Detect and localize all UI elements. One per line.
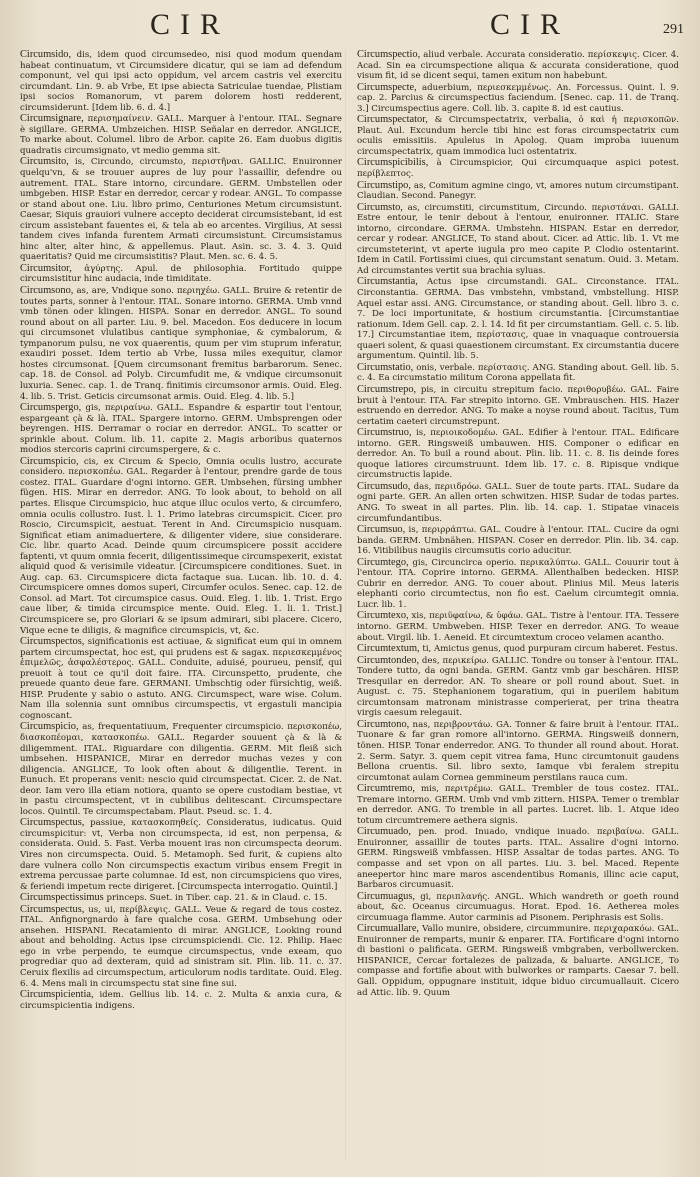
dictionary-entry (357, 158, 679, 179)
entry-text: idem. Gellius lib. 14. c. 2. Multa & anxia cura, & circumspicientia indigens. (20, 990, 342, 1011)
dictionary-entry (357, 924, 679, 998)
dictionary-entry (20, 50, 342, 113)
entry-text: gis, περιραίνω. GALL. Espandre & espartir tout l'entour, espargeant çà & là. ITAL. Spargere intorno. GERM. Umbsprengen oder beyrengen. HIS. Derramar o rociar en derredor. ANGL. To scatter or sprinkle about. Colum. lib. 11. capite 2. Magis arboribus quaternos modios stercoris caprini circumspergere, & c. (20, 403, 342, 456)
entry-text: à Circumspicior, Qui circumquaque aspici potest. περίβλεπτος. (357, 158, 679, 180)
entry-text: is, περιρράπτω. GAL. Coudre à l'entour. ITAL. Cucire da ogni banda. GERM. Umbnähen. HISPAN. Coser en derredor. Plin. lib. 34. cap. 16. Vitibilibus naugiis circumsutis corio aducitur. (357, 525, 679, 557)
dictionary-entry (20, 286, 342, 402)
entry-text: as, circumstiti, circumstitum, Circundo. περιστάναι. GALLI. Estre entour, le tenir debout à l'entour, enuironner. ITALIC. Stare intorno, circondare. GERMA. Umbstehn. HISPAN. Estar en derredor, cercar y rodear. ANGLICE, To stand about. Cicer. ad Attic. lib. 1. Vt me circumsteterint, vt aperte iugula pro meo capite P. Clodio ostentarint. Idem in Catil. Fortissimi ciues, qui circumstant senatum. Ouid. 3. Metam. Ad circumstantes vertit sua brachia syluas. (357, 202, 679, 276)
entry-text: us, ui, περίβλεψις. GALL. Veue & regard de tous costez. ITAL. Anfignorgnardo à fare qualche cosa. GERM. Umbsehung oder ansehen. HISPANI. Recatamiento di mirar. ANGLICE, Looking round about and beholding. Actus ipse circumspiciendi. Cic. 12. Philip. Haec ego in vrbe perpendo, te eumque circumspectus, vnde exeam, quo progrediar quo ad dexteram, quid ad sinistram sit. Plin. lib. 11. c. 37. Ceruix flexilis ad circumspectum, articulorum nodis tarditate. Ouid. Eleg. 6. 4. Mens mali in circumspectu stat sine fine sui. (20, 904, 342, 989)
dictionary-entry (20, 637, 342, 721)
dictionary-entry (357, 277, 679, 361)
entry-headword: Circumspectissimus (20, 892, 104, 904)
entry-headword: Circumstipo, (357, 179, 411, 191)
entry-headword: Circumuagus, (357, 890, 416, 902)
entry-text: Actus ipse circumstandi. GAL. Circonstance. ITAL. Circonstantia. GERMA. Das vmbstehn, vmbstand, vmbstellung. HISP. Aquel estar assi. ANG. Circumstance, or standing about. Gell. libro 3. c. 7. De loci importunitate, & hostium circumstantia. [Circumstantiae rationum. Idem Gell. cap. 2. l. 14. Id fit per circumstantiam. Gell. c. 5. lib. 17.] Circumstantiae item, περίστασις, quae in vnaquaque controuersia quaeri solent, & quasi quaestionem circumstant. Ex circumstantia ducere argumentum. Quintil. lib. 5. (357, 277, 679, 362)
entry-text: is, Circundo, circumsto, περιστῆναι. GALLIC. Enuironner quelqu'vn, & se trouuer aupres de luy pour l'assaillir, defendre ou autrement. ITAL. Stare intorno, circundare. GERM. Umbstellen oder umbgeben. HISP. Estar en derredor, cercar y rodear. ANGL. To compasse or stand about one. Liu. libro primo, Centuriones Metum circumsistunt. Caesar, Siquis grauiori vulnere accepto deciderat circumsistebant, id est circum assistebant fauentes ei, & tela ab eo arcentes. Virgilius, At sessi tandem cives infanda furentem Armati circumsistunt. Circumsistamus hinc alter, alter hinc, & appellemus. Plaut. Asin. sc. 3. 4. 3. Quid quaeritatis? Quid me circumsistitis? Plaut. Men. sc. 6. 4. 5. (20, 157, 342, 263)
dictionary-entry (357, 115, 679, 157)
right-column (357, 50, 679, 1160)
dictionary-entry (20, 818, 342, 892)
entry-text: significationis est actiuae, & significat eum qui in omnem partem circumspectat, hoc est, qui prudens est & sagax. περιεσκεμμένος ἐπιμελῶς, ἀσφαλέστερος. GALL. Conduite, aduisé, pourueu, pensif, qui preuoit à tout ce qu'il doit faire. ITA. Circunspetto, prudente, che preuede quanto deue fare. GERMANI. Umbschtig oder fürsichtig, weiß. HISP. Prudente y sabio o astuto. ANG. Circumspect, ware wise. Colum. Nam illa solennia sunt omnibus circumspectis, vt ergastuli mancipia cognoscant. (20, 637, 342, 721)
entry-headword: Circumstatio, (357, 361, 414, 373)
entry-text: xis, περιϋφαίνω, & ὑφάω. GAL. Tistre à l'entour. ITA. Tessere intorno. GERM. Umbweben. HISP. Texer en derredor. ANG. To weaue about. Virgil. lib. 1. Aeneid. Et circumtextum croceo velamen acantho. (357, 611, 679, 643)
entry-text: passiue, κατασκοπηθείς. Consideratus, iudicatus. Quid circumspicitur: vt, Verba non circumspecta, id est, non perpensa, & considerata. Ouid. 5. Fast. Verba mouent iras non circumspecta deorum. Vires non circumspecta. Ouid. 5. Metamoph. Sed furit, & cupiens alto dare vulnera collo Non circumspectis exactum viribus ensem Fregit in extrema percussae parte columnae. Id est, non circumspiciens quo vires, & feriendi impetum recte dirigeret. [Circumspecta interrogatio. Quintil.] (20, 818, 342, 892)
dictionary-entry (357, 203, 679, 277)
entry-text: princeps. Suet. in Tiber. cap. 21. & in Claud. c. 15. (106, 893, 328, 904)
entry-text: aduerbium, περιεσκεμμένως. An. Forcessus. Quint. l. 9. cap. 2. Parcius & circumspectius faciendum. [Senec. cap. 11. de Tranq. 3.] Circumspectius agere. Coll. lib. 3. capite 8. id est cautius. (357, 82, 679, 114)
dictionary-entry (357, 784, 679, 826)
dictionary-entry (20, 990, 342, 1011)
dictionary-entry (20, 457, 342, 636)
entry-headword: Circumsignare, (20, 113, 84, 125)
entry-headword: Circumstrepo, (357, 383, 417, 395)
entry-text: as, Comitum agmine cingo, vt, amores nutum circumstipant. Claudian. Second. Panegyr. (357, 180, 679, 202)
entry-text: Vallo munire, obsidere, circummunire. περιχαρακόω. GAL. Enuironner de remparts, munir & enparer. ITA. Fortificare d'ogni intorno di bastioni o palificata. GERM. Ringsweiß vmbgraben, verbollwercken. HISPANICE, Cercar fortalezes de palizada, & baluarte. ANGLICE, To compasse and fortifie about with bulworkes or ramparts. Caesar 7. bell. Gall. Oppidum, oppugnare instituit, idque biduo circumuallauit. Cicero ad Attic. lib. 9. Quum (357, 924, 679, 998)
entry-headword: Circumspectos, (20, 636, 85, 648)
entry-headword: Circumspecte, (357, 81, 417, 93)
entry-headword: Circumspicientia, (20, 989, 94, 1001)
entry-headword: Circumspergo, (20, 402, 82, 414)
entry-headword: Circumsido, (20, 50, 72, 60)
entry-text: περισημαίνειν. GALL. Marquer à l'entour. ITAL. Segnare è sigillare. GERMA. Umbzeichen. HISP. Señalar en derredor. ANGLICE, To marke about. Columel. libro de Arbor. capite 26. Eam duobus digitis quadratis circumsignato, vt medio gemma sit. (20, 114, 342, 156)
entry-text: dis, idem quod circumsedeo, nisi quod modum quendam habeat continuatum, vt Circumsidere dicatur, qui se iam ad defendum componunt, vel qui ipsi acto oppidum, vel arcem castris vel exercitu circumdant. Lin. 9. ab Vrbe, Et ipse abiecta Satriculae tuendae, Plistiam ipsi socios Romanorum, vt parem dolorem hosti redderent, circumsiderunt. [Idem lib. 6. d. 4.] (20, 50, 342, 113)
dictionary-entry (20, 893, 342, 904)
dictionary-entry (20, 722, 342, 817)
entry-text: des, περικείρω. GALLIC. Tondre ou tonser à l'entour. ITAL. Tondere tutto, da ogni banda. GERM. Gantz vmb gar beschären. HISP. Tresquilar en derredor. AN. To sheare or poll round about. Suet. in August. c. 75. Stephanionem togaratium, qui in puerilem habitum circumtonsam matronam ministrasse comperierat, per trina theatra virgis caesum relegauit. (357, 655, 679, 719)
entry-text: cis, ex Circum & Specio, Omnia oculis lustro, accurate considero. περισκοπέω. GAL. Regarder à l'entour, prendre garde de tous costez. ITAL. Guardare d'ogni intorno. GER. Umbsehen, fürsing umbher fügen. HIS. Mirar en derredor. ANG. To look about, to behold on all partes. Elisque Circumspicio, huc atque illuc oculos verto, & circumfero, omnia oculis collustro. Iust. l. 1. Primo latebras circumspicit. Cicer. pro Roscio, Circumspicit, aestuat. Terent in And. Circumspicio nusquam. Significat etiam animaduertere, & diligenter videre, siue considerare. Cic. libr. quarto Acad. Deinde quum circumspicere possit accidere faptenti, vt quum omnia fecerit, diligentissimeque circumspexerit, existat aliquid quod & verisimile videatur. [Circumspicere conditiones. Suet. in Aug. cap. 63. Circumspicere dicta factaque sua. Lucan. lib. 10. d. 4. Circumspicere omnes domos superi, Circumfer oculos. Senec. cap. 12. de Consol. ad Mart. Tot circumspice casus. Ouid. Eleg. 1. lib. 1. Trist. Ergo caue liber, & timida circumspice mente. Ouid. Eleg. 1. li. 1. Trist.] Circumspicere se, pro Gloriari & se ipsum admirari, sibi placere. Cicero, Vique ecne te diligis, & magnifice circumspicis, vt, &c. (20, 456, 342, 636)
entry-headword: Circumstruo, (357, 427, 412, 439)
running-head-left: CIR (150, 8, 231, 41)
dictionary-entry (20, 157, 342, 262)
dictionary-entry (357, 385, 679, 427)
entry-headword: Circumspectator, (357, 114, 428, 126)
entry-headword: Circumuado, (357, 826, 411, 838)
entry-headword: Circumspectio, (357, 50, 421, 60)
page-number: 291 (663, 22, 684, 37)
entry-text: pen. prod. Inuado, vndique inuado. περιβαίνω. GALL. Enuironner, assaillir de toutes parts. ITAL. Assalire d'ogni intorno. GERM. Ringsweiß vmbfassen. HISP. Assaltar de todas partes. ANG. To compasse and set vpon on all partes. Liu. 3. bel. Maced. Repente aneepertor hinc mare maros ascendentibus Romanis, illinc acie caput, Barbaros circumuasit. (357, 827, 679, 891)
entry-headword: Circumsto, (357, 201, 403, 213)
dictionary-entry (357, 482, 679, 524)
entry-headword: Circumtono, (357, 718, 410, 730)
dictionary-entry (357, 525, 679, 557)
dictionary-entry (357, 644, 679, 655)
entry-headword: Circumtremo, (357, 783, 416, 795)
dictionary-entry (357, 611, 679, 643)
dictionary-entry (20, 114, 342, 156)
dictionary-entry (357, 656, 679, 719)
entry-headword: Circumtexo, (357, 610, 409, 622)
dictionary-entry (357, 720, 679, 783)
entry-headword: Circumspectus, (20, 817, 85, 829)
entry-headword: Circumspicio, (20, 455, 79, 467)
entry-headword: Circumsitor, (20, 262, 72, 274)
entry-text: as, are, Vndique sono. περιηχέω. GALL. Bruire & retentir de toutes parts, sonner à l'entour. ITAL. Sonare intorno. GERMA. Umb vnnd vmb tönen oder klingen. HISPA. Sonar en derredor. ANGL. To sound round about on all parter. Liu. 9. bel. Macedon. Eos deducere in locum qui circumsonet vlulatibus cantique symphoniae, & cymbalorum, & tympanorum pulsu, ne vox quaerentis, quum per vim stuprum inferatur, exaudiri posset. Idem tertio ab Vrbe, Iussa miles exequitur, clamor hostes circumsonat. [Quem circumsonant fremitus barbarorum. Senec. cap. 18. de Consol. ad Polyb. Circumfudit me, & vndique circumsonuit luxuria. Senec. cap. 1. de Tranq. finitimis circumsonor armis. Ouid. Eleg. 4. lib. 5. Trist. Geticis circumsonat armis. Ouid. Eleg. 4. lib. 5.] (20, 286, 342, 402)
entry-text: aliud verbale. Accurata consideratio. περίσκεψις. Cicer. 4. Acad. Sin ea circumspectione aliqua & accurata consideratione, quod visum fit, id se dicent sequi, tamen exitum non habebunt. (357, 50, 679, 82)
entry-text: ti, Amictus genus, quod purpuram circum haberet. Festus. (422, 644, 678, 655)
dictionary-entry (357, 558, 679, 611)
entry-text: is, περιοικοδομέω. GAL. Edifier à l'entour. ITAL. Edificare intorno. GER. Ringsweiß umbauwen. HIS. Componer o edificar en derredor. An. To buil a round about. Plin. lib. 11. c. 8. Iis deinde fores quoque latiores circumstruunt. Idem lib. 17. c. 8. Ripisque vndique circumstructis lapide. (357, 428, 679, 481)
entry-headword: Circumsuo, (357, 524, 406, 536)
entry-headword: Circumsudo, (357, 480, 411, 492)
entry-text: gis, Circuncirca operio. περικαλύπτω. GALL. Couurir tout à l'entour. ITA. Coprire intorno. GERMA. Allenthalben bedecken. HISP. Cubrir en derredor. ANG. To couer about. Plinius Mil. Meus lateris elephanti corio circumtectus, non fio est. Caelum circumtegit omnia. Lucr. lib. 1. (357, 557, 679, 610)
entry-text: das, περιιδρόω. GALL. Suer de toute parts. ITAL. Sudare da ogni parte. GER. An allen orten schwitzen. HISP. Sudar de todas partes. ANG. To sweat in all partes. Plin. lib. 14. cap. 1. Stipatae vinaceis circumfundantibus. (357, 481, 679, 524)
left-column (20, 50, 342, 1160)
column-gutter (345, 50, 346, 1160)
dictionary-entry (20, 905, 342, 989)
entry-headword: Circumtextum, (357, 643, 420, 655)
entry-headword: Circumspicibilis, (357, 157, 429, 169)
dictionary-entry (357, 50, 679, 82)
entry-text: ἀγύρτης. Apul. de philosophia. Fortitudo quippe circumsistitur hinc audacia, inde timiditate. (20, 263, 342, 285)
entry-headword: Circumtondeo, (357, 654, 420, 666)
running-head-right: CIR (490, 8, 571, 41)
entry-text: nas, περιβροντάω. GA. Tonner & faire bruit à l'entour. ITAL. Tuonare & far gran romore all'intorno. GERMA. Ringsweiß donnern, tönen. HISP. Tonar enderredor. ANG. To thunder all round about. Horat. 2. Serm. Satyr. 3. quem cepit vitrea fama, Hunc circumtonuit gaudens Bellona cruentis. Sil. libro sexto, Iamque vbi feralem strepitu circumtonat aulam Cornea gemmineum perstilans rauca cum. (357, 719, 679, 783)
entry-headword: Circumuallare, (357, 923, 420, 935)
dictionary-entry (20, 264, 342, 285)
dictionary-entry (357, 428, 679, 481)
dictionary-entry (357, 83, 679, 115)
entry-headword: Circumsono, (20, 285, 74, 297)
dictionary-entry (357, 363, 679, 384)
dictionary-entry (357, 892, 679, 924)
entry-text: onis, verbale. περίστασις. ANG. Standing about. Gell. lib. 5. c. 4. Ea circumstatio militum Corona appellata fit. (357, 362, 679, 384)
entry-text: as, frequentatiuum, Frequenter circumspicio. περισκοπέω, διασκοπέομαι, κατασκοπέω. GALL. Regarder souuent çà & là & diligemment. ITAL. Riguardare con diligentia. GERM. Mit fleiß sich umbsehen. HISPANICE, Mirar en derredor muchas vezes y con diligencia. ANGLICE, To look often about & diligentlie. Terent. in Eunuch. Et properans venit: nescio quid circumspectat. Cicer. 2. de Nat. deor. Iam vero illa etiam notiora, quanto se opere custodiam bestiae, vt in pastu circumspectent, vt in cubilibus delitescant. Circumspectare locos. Quintil. Te circumspectabam. Plaut. Pseud. sc. 1. 4. (20, 722, 342, 817)
entry-headword: Circumstantia, (357, 276, 418, 288)
dictionary-entry (357, 181, 679, 202)
entry-headword: Circumspectus, (20, 903, 85, 915)
entry-headword: Circumsito, (20, 156, 69, 168)
dictionary-entry (20, 403, 342, 456)
entry-text: mis, περιτρέμω. GALL. Trembler de tous costez. ITAL. Tremare intorno. GERM. Umb vnd vmb zittern. HISPA. Temer o tremblar en derredor. ANG. To tremble in all partes. Lucret. lib. 1. Atque ideo totum circumtremere aethera signis. (357, 784, 679, 826)
entry-headword: Circumtego, (357, 556, 409, 568)
entry-text: pis, in circuitu strepitum facio. περιθορυβέω. GAL. Faire bruit à l'entour. ITA. Far strepito intorno. GE. Vmbrauschen. HIS. Hazer estruendo en derredor. ANG. To make a noyse round about. Tacitus, Tum certatim caeteri circumstrepunt. (357, 384, 679, 427)
running-head (0, 8, 700, 48)
entry-text: & Circumspectatrix, verbalia, ὁ καὶ ἡ περισκοπῶν. Plaut. Aul. Excundum hercle tibi hinc est foras circumspectatrix cum oculis emissitiis. Apuleius in Apolog. Quam improba iuuenum circumspectatrix, quam immodica luci ostentatrix. (357, 115, 679, 157)
entry-headword: Circumspicio, (20, 721, 79, 733)
dictionary-entry (357, 827, 679, 890)
entry-text: gi, περιπλανής. ANGL. Which wandreth or goeth round about, &c. Oceanus circumuagus. Horat. Epod. 16. Aetherea moles circumuaga flamme. Autor carminis ad Pisonem. Periphrasis est Solis. (357, 891, 679, 923)
